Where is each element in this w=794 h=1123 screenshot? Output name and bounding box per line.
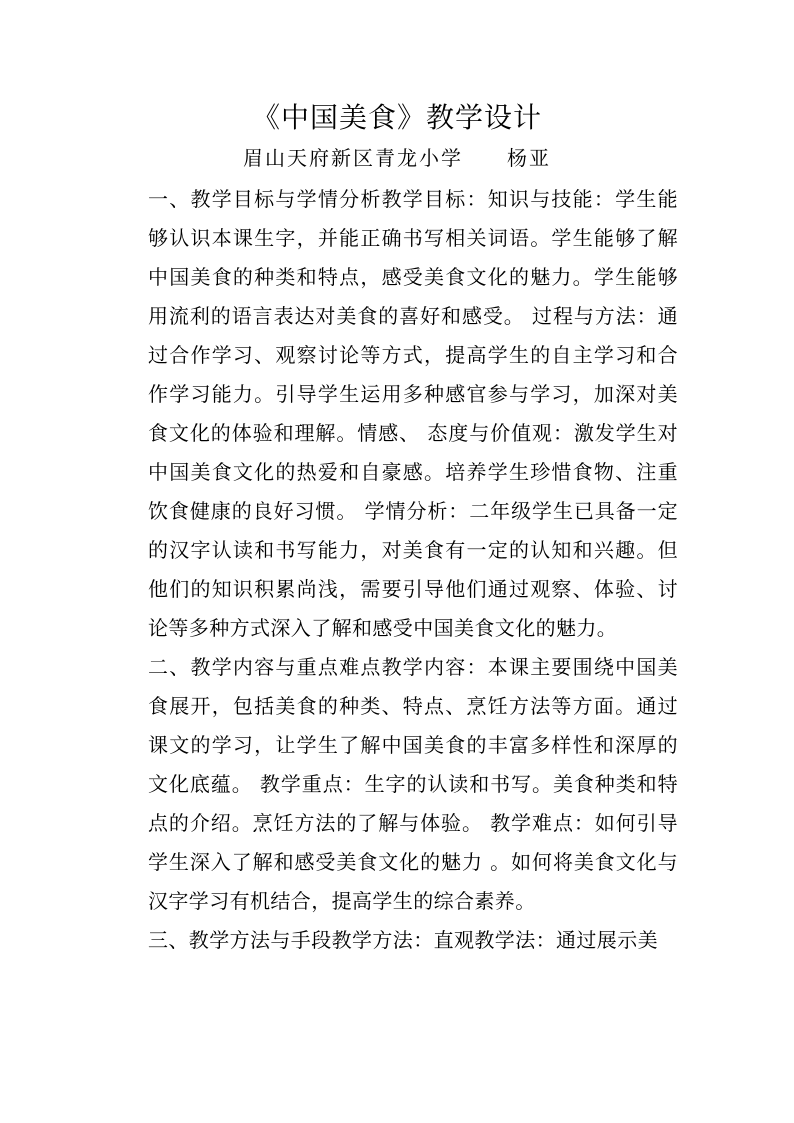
author-school: 眉山天府新区青龙小学 [243,146,463,170]
author-line [0,143,794,173]
author-name: 杨亚 [507,146,551,170]
paragraph-content: 二、教学内容与重点难点教学内容：本课主要围绕中国美食展开，包括美食的种类、特点、烹饪方法等方面。通过课文的学习，让学生了解中国美食的丰富多样性和深厚的文化底蕴。 教学重点：生字的认读和书写。美食种类和特点的介绍。烹饪方法的了解与体验。 教学难点：如何引导学生深入了解和感受美食文化的魅力 。如何将美食文化与汉字学习有机结合，提高学生的综合素养。 [148,655,678,913]
document-body [148,180,678,960]
paragraph-objectives: 一、教学目标与学情分析教学目标：知识与技能：学生能够认识本课生字，并能正确书写相关词语。学生能够了解中国美食的种类和特点，感受美食文化的魅力。学生能够用流利的语言表达对美食的喜好和感受。 过程与方法：通过合作学习、观察讨论等方式，提高学生的自主学习和合作学习能力。引导学生运用多种感官参与学习，加深对美食文化的体验和理解。情感、 态度与价值观：激发学生对中国美食文化的热爱和自豪感。培养学生珍惜食物、注重饮食健康的良好习惯。 学情分析：二年级学生已具备一定的汉字认读和书写能力，对美食有一定的认知和兴趣。但他们的知识积累尚浅，需要引导他们通过观察、体验、讨论等多种方式深入了解和感受中国美食文化的魅力。 [148,187,678,640]
paragraph-methods: 三、教学方法与手段教学方法：直观教学法：通过展示美 [148,928,658,952]
document-title: 《中国美食》教学设计 [251,101,542,134]
